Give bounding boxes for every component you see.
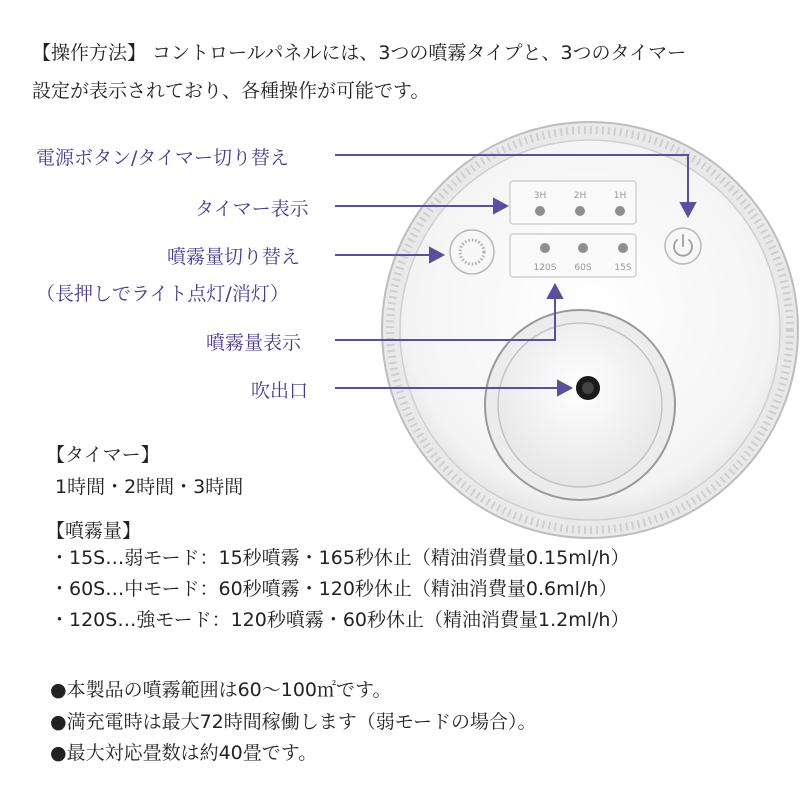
intro-line-2: 設定が表示されており、各種操作が可能です。 — [32, 80, 430, 102]
timer-display-panel — [510, 181, 636, 224]
timer-led-2h — [575, 206, 585, 216]
timer-led-label-2h: 2H — [573, 191, 587, 201]
note-range: ●本製品の噴霧範囲は60～100㎡です。 — [50, 679, 392, 701]
mist-spec-120s: ・120S…強モード：120秒噴霧・60秒休止（精油消費量1.2ml/h） — [50, 609, 630, 631]
note-runtime: ●満充電時は最大72時間稼働します（弱モードの場合）。 — [50, 711, 537, 733]
power-button[interactable] — [665, 228, 701, 264]
mist-led-label-60s: 60S — [574, 263, 592, 273]
timer-led-1h — [615, 206, 625, 216]
mist-heading: 【噴霧量】 — [46, 520, 142, 542]
mist-led-label-120s: 120S — [533, 263, 557, 273]
timer-led-label-3h: 3H — [533, 191, 547, 201]
label-power-timer: 電源ボタン/タイマー切り替え — [36, 147, 290, 169]
label-timer-display: タイマー表示 — [195, 198, 309, 220]
intro-line-1: 【操作方法】 コントロールパネルには、3つの噴霧タイプと、3つのタイマー — [32, 42, 687, 64]
mist-spec-60s: ・60S…中モード：60秒噴霧・120秒休止（精油消費量0.6ml/h） — [50, 578, 618, 600]
outlet-hole-center — [582, 382, 594, 394]
timer-heading: 【タイマー】 — [46, 444, 160, 466]
mist-spec-15s: ・15S…弱モード：15秒噴霧・165秒休止（精油消費量0.15ml/h） — [50, 547, 630, 569]
mist-dial-inner — [498, 323, 662, 487]
label-mist-switch-sub: （長押しでライト点灯/消灯） — [36, 283, 289, 305]
mist-led-label-15s: 15S — [614, 263, 632, 273]
label-mist-display: 噴霧量表示 — [206, 332, 302, 354]
note-tatami: ●最大対応畳数は約40畳です。 — [50, 742, 318, 764]
mist-led-120s — [540, 243, 550, 253]
mist-led-60s — [578, 243, 588, 253]
timer-led-3h — [535, 206, 545, 216]
timer-led-label-1h: 1H — [613, 191, 627, 201]
mist-switch-button[interactable] — [450, 230, 494, 274]
mist-led-15s — [618, 243, 628, 253]
label-outlet: 吹出口 — [251, 380, 309, 402]
label-mist-switch: 噴霧量切り替え — [167, 246, 301, 268]
timer-values: 1時間・2時間・3時間 — [55, 476, 244, 498]
